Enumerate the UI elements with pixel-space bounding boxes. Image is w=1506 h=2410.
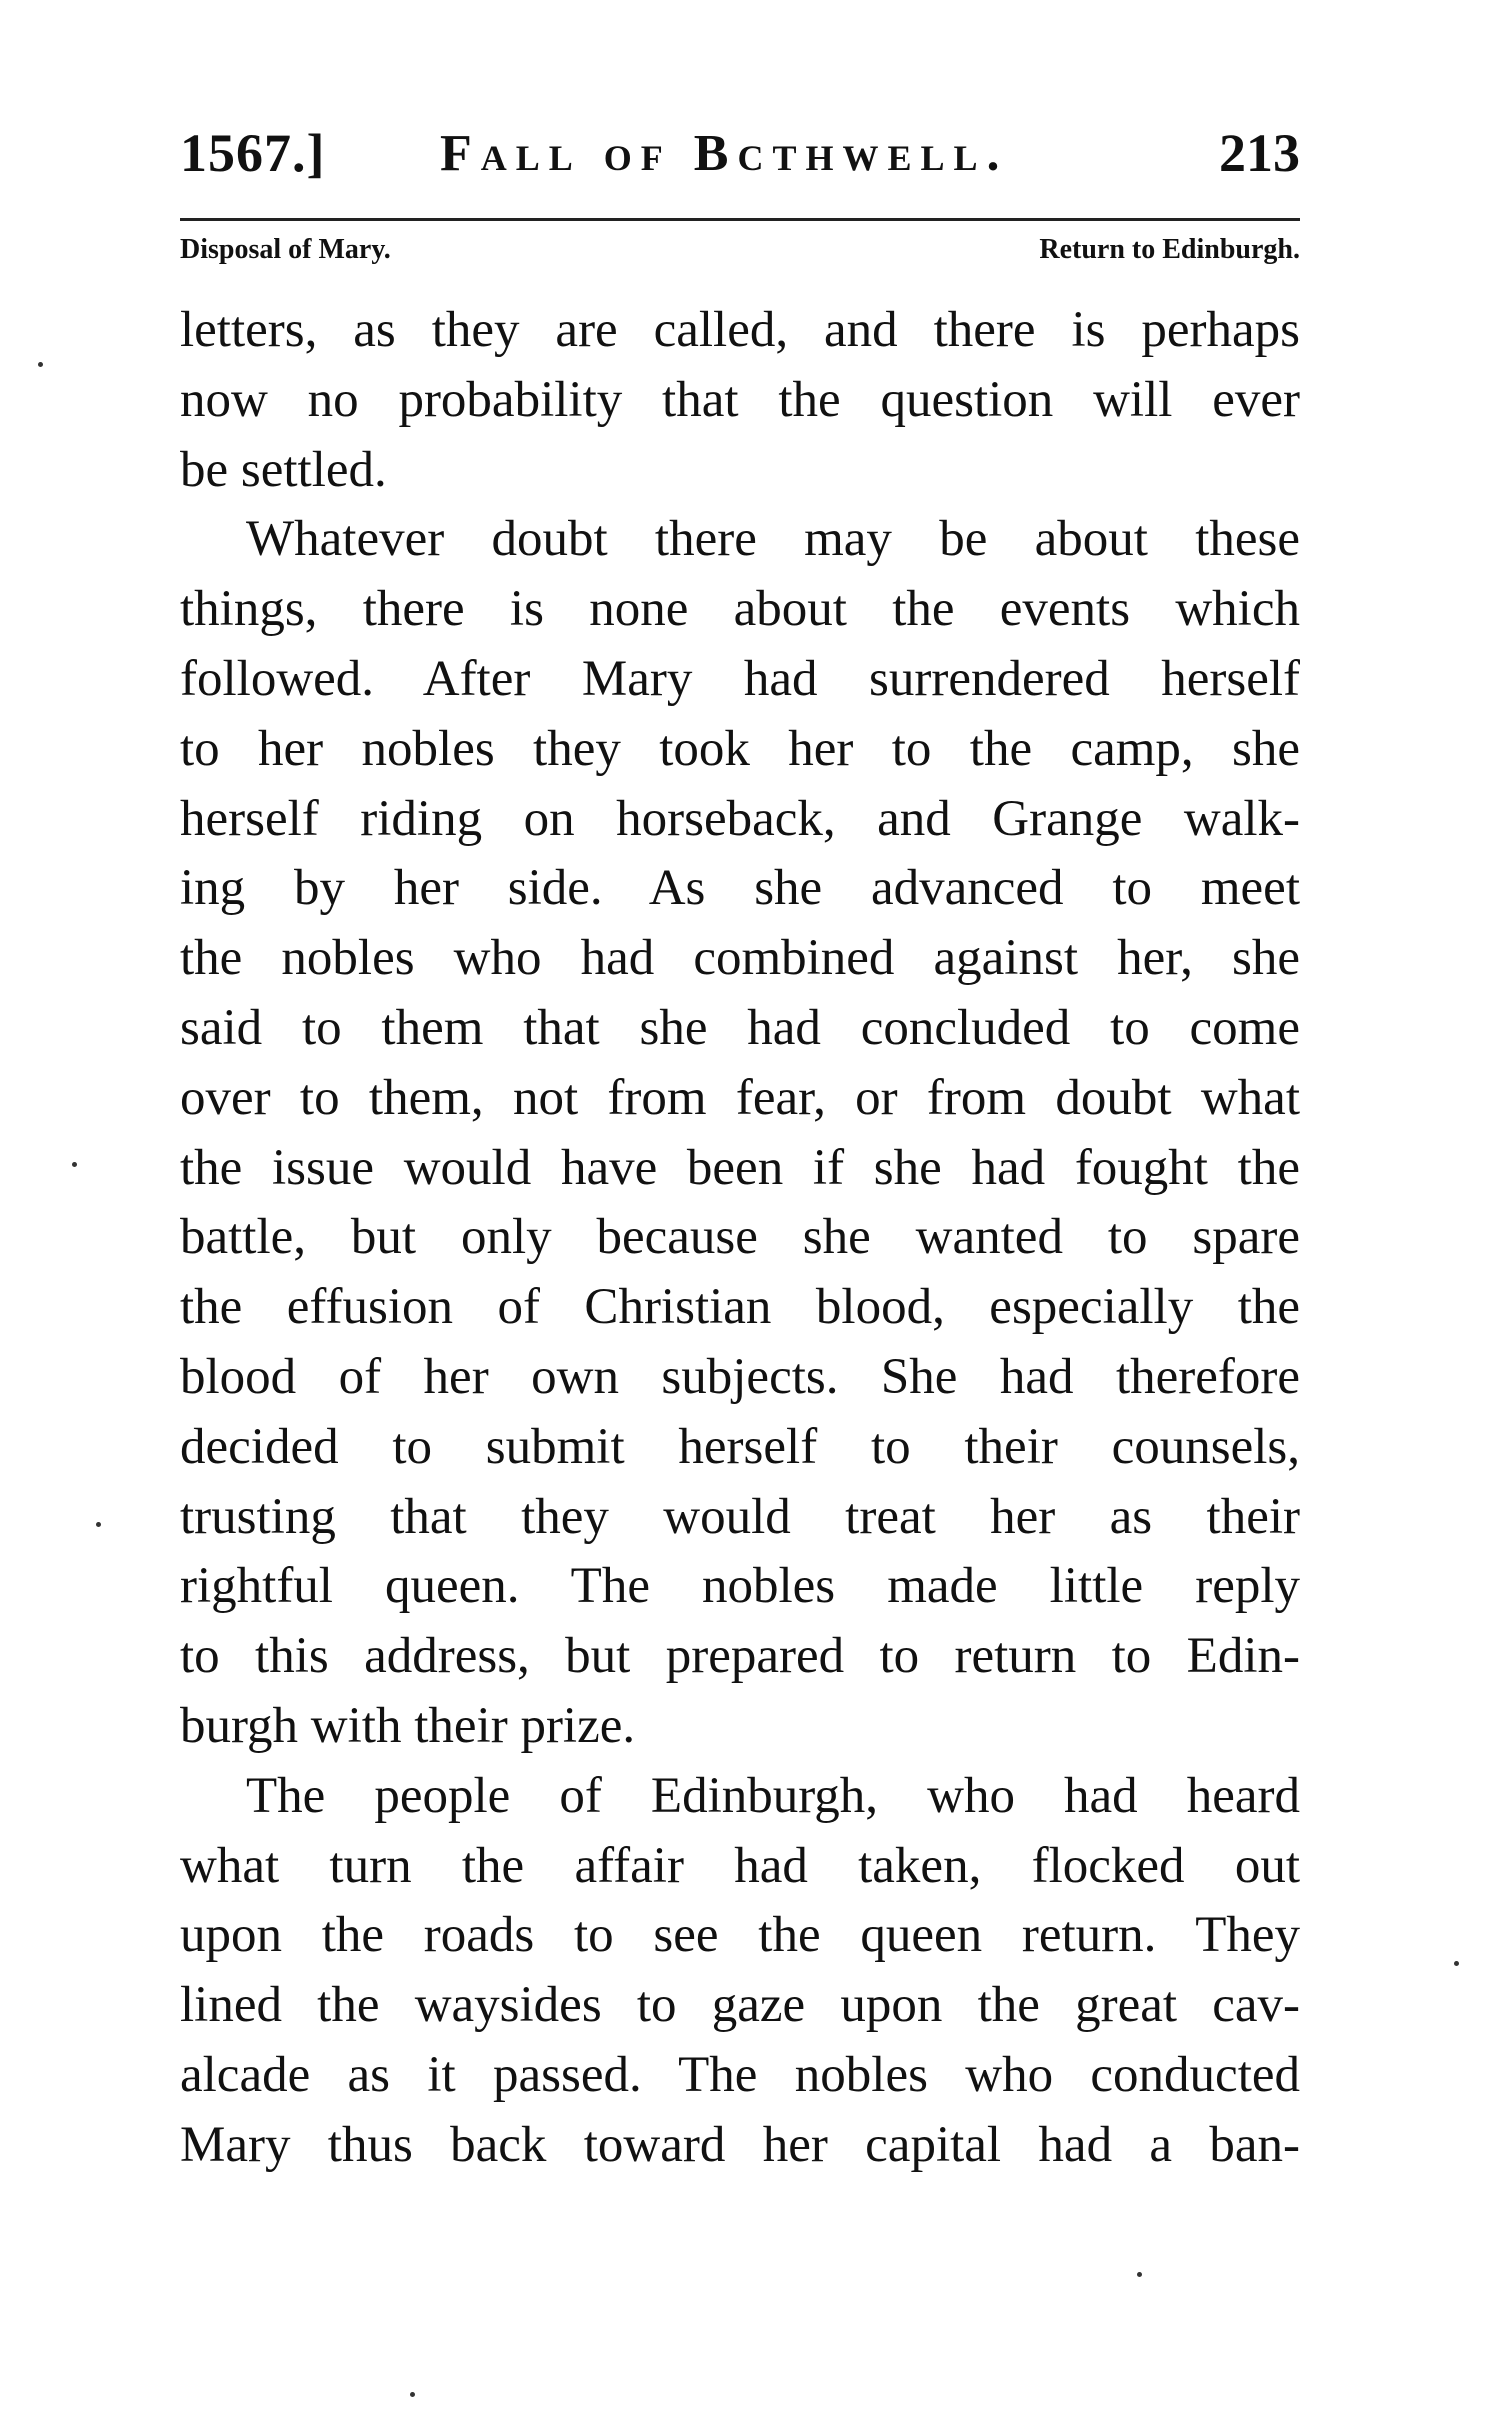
- text-line: what turn the affair had taken, flocked out: [180, 1837, 1300, 1894]
- text-line: ing by her side. As she advanced to meet: [180, 860, 1300, 917]
- text-line: Whatever doubt there may be about these: [246, 511, 1300, 568]
- scan-speck: [410, 2392, 415, 2397]
- running-head-title: Fall of Bcthwell.: [440, 125, 1009, 182]
- body-text: [180, 296, 1300, 2181]
- scan-speck: [96, 1522, 101, 1527]
- text-line: burgh with their prize.: [180, 1697, 636, 1754]
- text-line: followed. After Mary had surrendered herself: [180, 650, 1300, 707]
- text-line: to her nobles they took her to the camp, she: [180, 720, 1300, 777]
- text-line: the nobles who had combined against her, she: [180, 930, 1300, 987]
- text-line: trusting that they would treat her as their: [180, 1488, 1300, 1545]
- text-line: things, there is none about the events which: [180, 581, 1300, 638]
- text-line: battle, but only because she wanted to spare: [180, 1209, 1300, 1266]
- text-line: blood of her own subjects. She had therefore: [180, 1348, 1300, 1405]
- text-line: now no probability that the question will ever: [180, 371, 1300, 428]
- page-number: 213: [1219, 123, 1300, 183]
- text-line: rightful queen. The nobles made little reply: [180, 1558, 1300, 1615]
- text-line: Mary thus back toward her capital had a ban-: [180, 2116, 1300, 2173]
- running-head: [180, 122, 1300, 192]
- text-line: herself riding on horseback, and Grange walk-: [180, 790, 1300, 847]
- scan-speck: [72, 1162, 77, 1167]
- text-line: letters, as they are called, and there is perhaps: [180, 302, 1300, 358]
- running-head-year: 1567.]: [180, 123, 326, 183]
- header-rule: [180, 218, 1300, 221]
- text-line: decided to submit herself to their counsels,: [180, 1418, 1300, 1475]
- scan-speck: [1454, 1961, 1459, 1966]
- text-line: the effusion of Christian blood, especially the: [180, 1279, 1300, 1336]
- text-line: upon the roads to see the queen return. They: [180, 1907, 1300, 1964]
- scan-speck: [38, 362, 43, 367]
- text-line: alcade as it passed. The nobles who conducted: [180, 2046, 1300, 2103]
- scan-speck: [1137, 2272, 1142, 2277]
- text-line: lined the waysides to gaze upon the great cav-: [180, 1977, 1300, 2034]
- text-line: over to them, not from fear, or from doubt what: [180, 1069, 1300, 1126]
- text-line: be settled.: [180, 441, 387, 498]
- subhead-left: Disposal of Mary.: [180, 234, 391, 265]
- text-line: The people of Edinburgh, who had heard: [246, 1767, 1300, 1824]
- text-line: to this address, but prepared to return to Edin-: [180, 1628, 1300, 1685]
- text-line: the issue would have been if she had fought the: [180, 1139, 1300, 1196]
- text-line: said to them that she had concluded to come: [180, 999, 1300, 1056]
- marginal-subhead: [180, 234, 1300, 274]
- subhead-right: Return to Edinburgh.: [1039, 234, 1300, 265]
